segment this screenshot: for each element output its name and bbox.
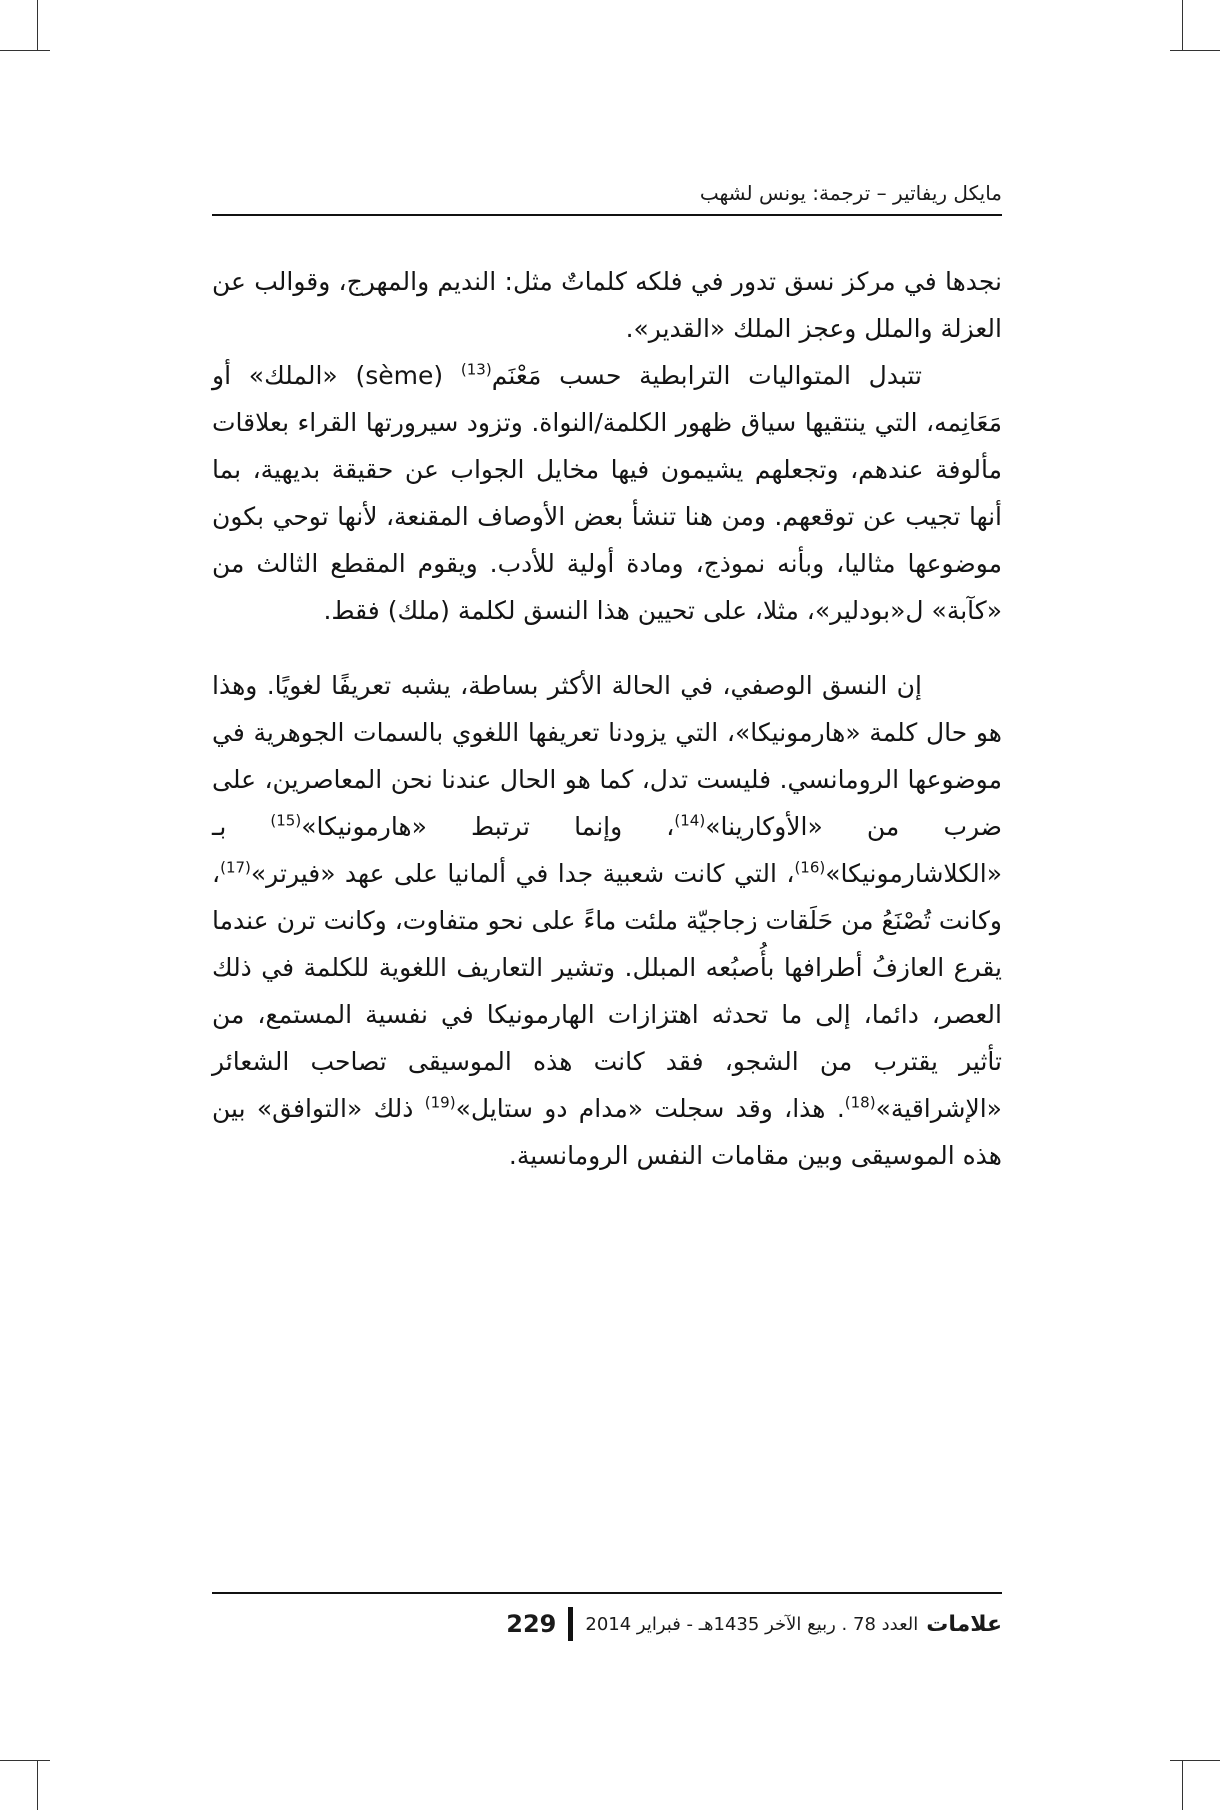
footer-divider [568,1607,573,1641]
crop-mark [0,1760,50,1761]
paragraph-1: نجدها في مركز نسق تدور في فلكه كلماتٌ مثل: النديم والمهرج، وقوالب عن العزلة والملل وعجز الملك «القدير». [212,267,1002,343]
footnote-ref-16[interactable]: (16) [794,858,826,877]
issue-info: العدد 78 . ربيع الآخر 1435هـ - فبراير 2014 [585,1613,919,1635]
running-title: مايكل ريفاتير – ترجمة: يونس لشهب [699,181,1002,205]
footnote-ref-18[interactable]: (18) [844,1093,876,1112]
footnote-ref-13[interactable]: (13) [460,360,492,379]
running-header [212,172,1002,214]
paragraph-2 [212,352,1002,634]
crop-mark [1170,50,1220,51]
article-body [212,258,1002,1179]
footer-rule [212,1592,1002,1594]
text-run: تتبدل المتواليات الترابطية حسب مَعْنَم [491,361,922,390]
footnote-ref-14[interactable]: (14) [674,811,706,830]
page-footer [212,1604,1002,1644]
page-number: 229 [506,1610,557,1638]
text-run: ، التي كانت شعبية جدا في ألمانيا على عهد «فيرتر» [250,859,795,888]
header-rule [212,214,1002,216]
text-run: ، وإنما ترتبط «هارمونيكا» [301,812,675,841]
text-run: ، وكانت تُصْنَعُ من حَلَقات زجاجيّة ملئت ماءً على نحو متفاوت، وكانت ترن عندما يقرع العازفُ أطرافها بأُصبُعه المبلل. وتشير التعاريف اللغوية للكلمة في ذلك العصر، دائما، إلى ما تحدثه اهتزازات الهارمونيكا في نفسية المستمع، من تأثير يقترب من الشجو، فقد كانت هذه الموسيقى تصاحب الشعائر «الإشراقية» [212,859,1002,1123]
footnote-ref-17[interactable]: (17) [220,858,251,877]
text-run: ذلك «التوافق» بين هذه الموسيقى وبين مقامات النفس الرومانسية. [212,1094,1002,1170]
text-run: (sème) «الملك» أو مَعَانِمه، التي ينتقيها سياق ظهور الكلمة/النواة. وتزود سيرورتها القراء بعلاقات مألوفة عندهم، وتجعلهم يشيمون فيها مخايل الجواب عن حقيقة بديهية، بما أنها تجيب عن توقعهم. ومن هنا تنشأ بعض الأوصاف المقنعة، لأنها توحي بكون موضوعها مثاليا، وبأنه نموذج، ومادة أولية للأدب. ويقوم المقطع الثالث من «كآبة» ل«بودلير»، مثلا، على تحيين هذا النسق لكلمة (ملك) فقط. [212,361,1002,625]
crop-mark [0,50,50,51]
text-run: إن النسق الوصفي، في الحالة الأكثر بساطة، يشبه تعريفًا لغويًا. وهذا هو حال كلمة «هارمونيكا»، التي يزودنا تعريفها اللغوي بالسمات الجوهرية في موضوعها الرومانسي. فليست تدل، كما هو الحال عندنا نحن المعاصرين، على ضرب من «الأوكارينا» [212,671,1003,841]
crop-mark [37,0,38,50]
footnote-ref-15[interactable]: (15) [270,811,302,830]
crop-mark [1182,1760,1183,1810]
crop-mark [37,1760,38,1810]
crop-mark [1170,1760,1220,1761]
text-run: بـ «الكلاشارمونيكا» [212,812,1002,888]
footnote-ref-19[interactable]: (19) [424,1093,456,1112]
paragraph-3 [212,662,1002,1179]
journal-logo: علامات [926,1611,1002,1637]
text-run: . هذا، وقد سجلت «مدام دو ستايل» [455,1094,845,1123]
crop-mark [1182,0,1183,50]
